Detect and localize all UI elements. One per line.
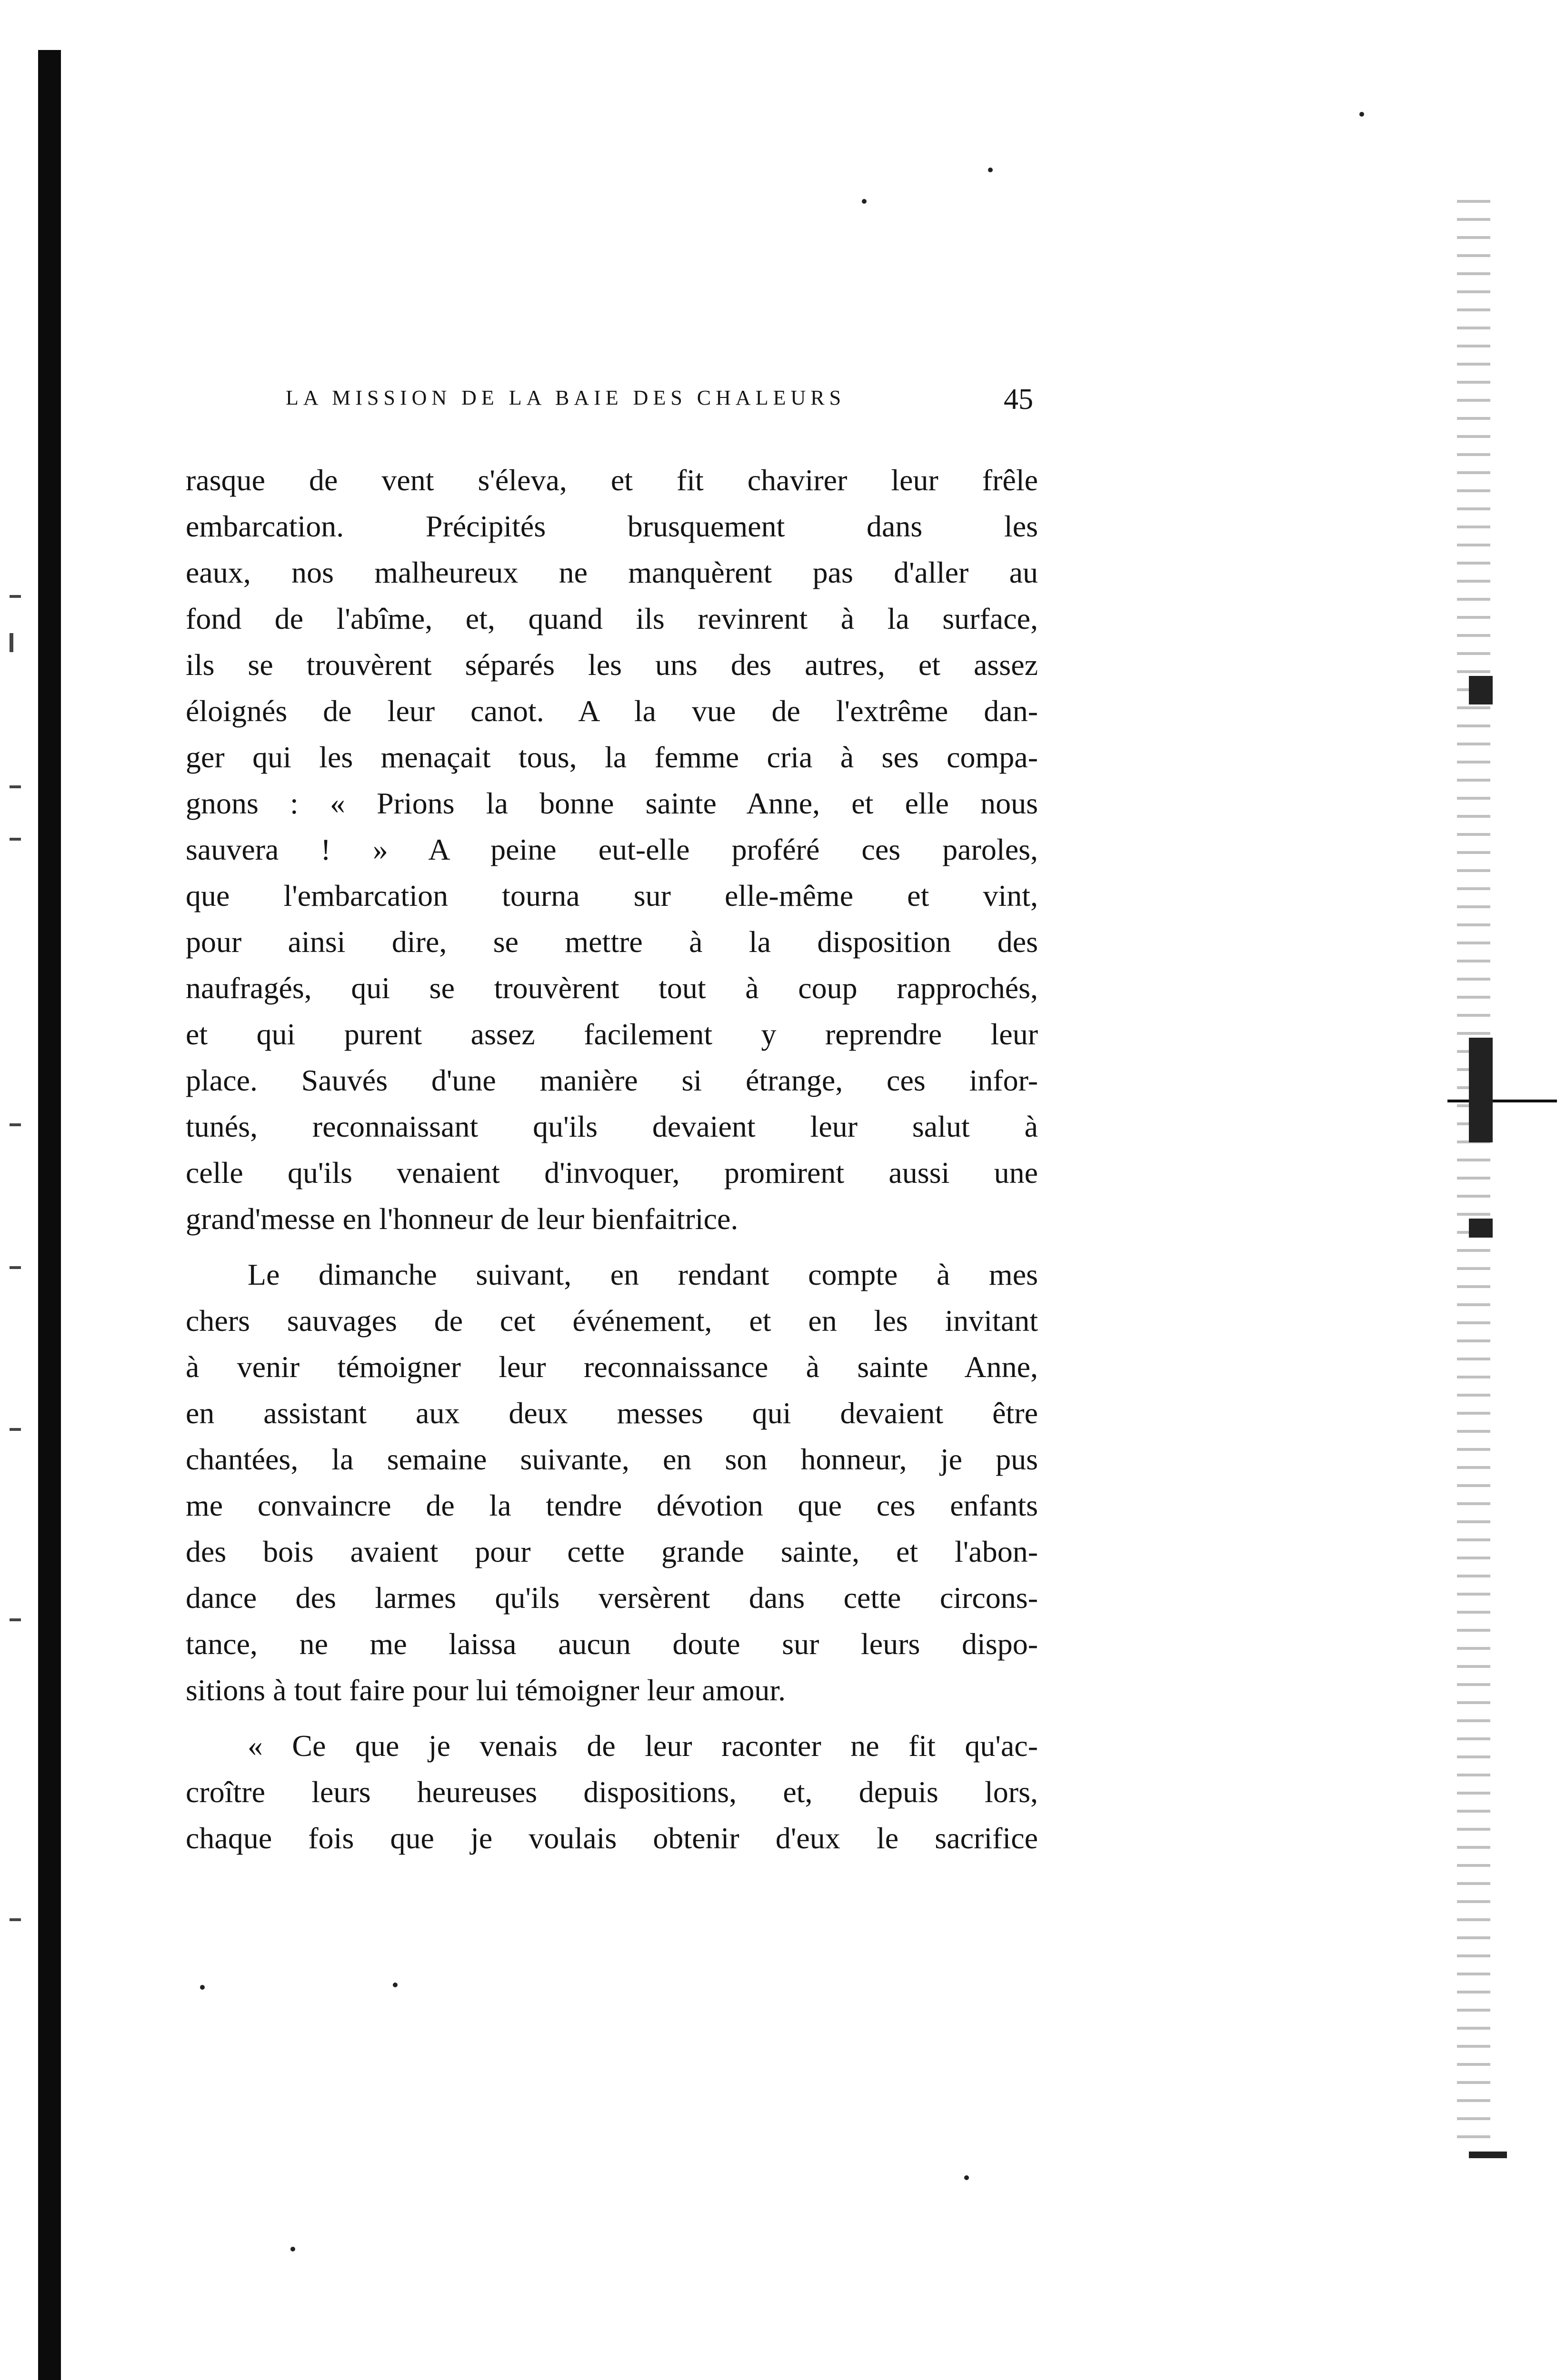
facing-page-fragment: [10, 633, 13, 652]
text-line: celle qu'ils venaient d'invoquer, promirent aussi une: [186, 1156, 1038, 1190]
text-line: chaque fois que je voulais obtenir d'eux le sacrifice: [186, 1821, 1038, 1855]
right-edge-mark: [1469, 2152, 1507, 2158]
text-line: embarcation. Précipités brusquement dans les: [186, 509, 1038, 543]
right-edge-mark: [1469, 676, 1493, 704]
text-line: croître leurs heureuses dispositions, et, depuis lors,: [186, 1775, 1038, 1809]
facing-page-fragment: [10, 838, 21, 841]
text-line: pour ainsi dire, se mettre à la disposition des: [186, 925, 1038, 959]
facing-page-fragment: [10, 1266, 21, 1269]
text-line: tance, ne me laissa aucun doute sur leurs dispo-: [186, 1627, 1038, 1661]
text-line: naufragés, qui se trouvèrent tout à coup rapprochés,: [186, 971, 1038, 1005]
facing-page-fragment: [10, 1618, 21, 1621]
text-line: fond de l'abîme, et, quand ils revinrent à la surface,: [186, 602, 1038, 635]
text-line: ger qui les menaçait tous, la femme cria à ses compa-: [186, 740, 1038, 774]
right-edge-mark: [1469, 1038, 1493, 1142]
paragraph: [186, 1723, 1038, 1861]
text-line: ils se trouvèrent séparés les uns des autres, et assez: [186, 648, 1038, 682]
facing-page-fragment: [10, 1428, 21, 1431]
text-line: sauvera ! » A peine eut-elle proféré ces paroles,: [186, 833, 1038, 866]
text-line: éloignés de leur canot. A la vue de l'extrême dan-: [186, 694, 1038, 728]
right-edge-mark: [1469, 1219, 1493, 1238]
text-line: me convaincre de la tendre dévotion que ces enfants: [186, 1488, 1038, 1522]
paragraph: [186, 457, 1038, 1242]
text-line: tunés, reconnaissant qu'ils devaient leur salut à: [186, 1110, 1038, 1143]
text-line: en assistant aux deux messes qui devaient être: [186, 1396, 1038, 1430]
text-line: que l'embarcation tourna sur elle-même et vint,: [186, 879, 1038, 912]
scan-speck: [200, 1985, 205, 1990]
text-line: grand'messe en l'honneur de leur bienfaitrice.: [186, 1202, 738, 1236]
text-line: dance des larmes qu'ils versèrent dans cette circons-: [186, 1581, 1038, 1615]
right-edge-rule: [1447, 1100, 1557, 1102]
text-line: chantées, la semaine suivante, en son honneur, je pus: [186, 1442, 1038, 1476]
paragraph: [186, 1251, 1038, 1713]
right-edge-scan-noise: [1457, 200, 1490, 2152]
scan-speck: [1359, 112, 1364, 117]
facing-page-fragment: [10, 785, 21, 788]
text-line: gnons : « Prions la bonne sainte Anne, et elle nous: [186, 786, 1038, 820]
page-header: [286, 383, 1033, 419]
text-line: des bois avaient pour cette grande sainte, et l'abon-: [186, 1535, 1038, 1568]
running-title: LA MISSION DE LA BAIE DES CHALEURS: [286, 386, 846, 409]
facing-page-fragment: [10, 595, 21, 598]
scan-speck: [964, 2175, 969, 2180]
facing-page-fragment: [10, 1123, 21, 1126]
facing-page-fragment: [10, 1918, 21, 1921]
scan-speck: [862, 199, 867, 204]
text-line: Le dimanche suivant, en rendant compte à mes: [248, 1258, 1038, 1291]
scan-speck: [988, 168, 993, 172]
text-line: place. Sauvés d'une manière si étrange, ces infor-: [186, 1063, 1038, 1097]
text-line: « Ce que je venais de leur raconter ne fit qu'ac-: [248, 1729, 1038, 1763]
text-line: eaux, nos malheureux ne manquèrent pas d'aller au: [186, 555, 1038, 589]
page-binding-shadow: [38, 50, 61, 2380]
text-line: sitions à tout faire pour lui témoigner leur amour.: [186, 1673, 786, 1707]
scan-speck: [393, 1983, 398, 1987]
page-number: 45: [1004, 383, 1033, 416]
scan-speck: [290, 2247, 295, 2251]
body-text: [186, 457, 1038, 1861]
text-line: et qui purent assez facilement y reprendre leur: [186, 1017, 1038, 1051]
text-line: chers sauvages de cet événement, et en les invitant: [186, 1304, 1038, 1338]
text-line: à venir témoigner leur reconnaissance à sainte Anne,: [186, 1350, 1038, 1384]
text-line: rasque de vent s'éleva, et fit chavirer leur frêle: [186, 463, 1038, 497]
